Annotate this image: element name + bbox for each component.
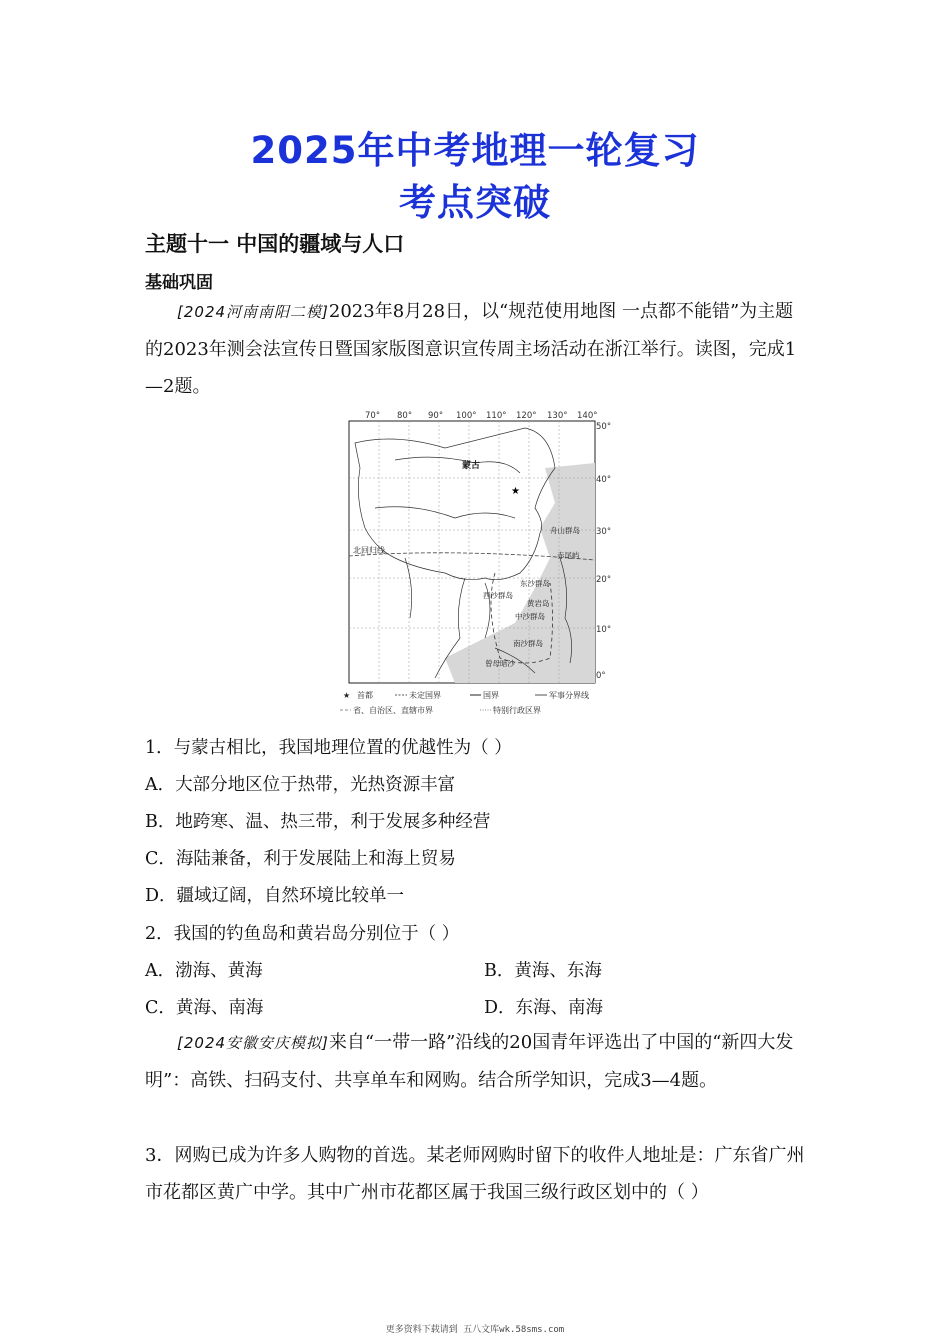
label-zhongsha: 中沙群岛 xyxy=(515,612,545,621)
lat-label: 10° xyxy=(596,625,612,635)
lat-label: 40° xyxy=(596,475,612,485)
q1-option-a: A．大部分地区位于热带，光热资源丰富 xyxy=(145,775,456,795)
lon-label: 70° xyxy=(365,411,381,421)
document-subtitle: 考点突破 xyxy=(399,181,551,224)
q2-option-a: A．渤海、黄海 xyxy=(145,961,263,981)
legend-province: 省、自治区、直辖市界 xyxy=(353,706,433,715)
q2-option-d: D．东海、南海 xyxy=(484,998,604,1018)
lon-label: 130° xyxy=(547,411,568,421)
lat-label: 20° xyxy=(596,575,612,585)
lon-label: 100° xyxy=(456,411,477,421)
legend-capital: 首都 xyxy=(357,691,373,700)
lat-label: 30° xyxy=(596,527,612,537)
china-region-map xyxy=(335,408,615,716)
label-nansha: 南沙群岛 xyxy=(513,639,543,648)
q2-option-c: C．黄海、南海 xyxy=(145,998,264,1018)
label-mongolia: 蒙古 xyxy=(462,461,481,471)
q1-stem: 1．与蒙古相比，我国地理位置的优越性为（ ） xyxy=(145,738,512,758)
passage-2 xyxy=(145,1024,810,1099)
lon-label: 140° xyxy=(577,411,598,421)
q2-option-b: B．黄海、东海 xyxy=(484,961,602,981)
passage-2-text: 来自“一带一路”沿线的20国青年评选出了中国的“新四大发明”：高铁、扫码支付、共享单车和网购。结合所学知识，完成3—4题。 xyxy=(145,1032,794,1091)
legend-military: 军事分界线 xyxy=(549,691,589,700)
passage-1-text: 2023年8月28日，以“规范使用地图 一点都不能错”为主题的2023年测会法宣传日暨国家版图意识宣传周主场活动在浙江举行。读图，完成1—2题。 xyxy=(145,301,797,397)
label-zengmu: 曾母暗沙 xyxy=(485,659,515,668)
q3-stem: 3．网购已成为许多人购物的首选。某老师网购时留下的收件人地址是：广东省广州市花都区黄广中学。其中广州市花都区属于我国三级行政区划中的（ ） xyxy=(145,1145,805,1203)
section-heading: 基础巩固 xyxy=(145,273,213,293)
capital-star-icon: ★ xyxy=(511,486,520,497)
footer-note: 更多资料下载请到 五八文库wk.58sms.com xyxy=(385,1325,565,1335)
q1-option-c: C．海陆兼备，利于发展陆上和海上贸易 xyxy=(145,849,456,869)
label-huangyan: 黄岩岛 xyxy=(527,599,550,608)
lon-label: 90° xyxy=(428,411,444,421)
label-diaoyu: 赤尾屿 xyxy=(557,551,580,560)
label-xisha: 西沙群岛 xyxy=(483,591,513,600)
legend-undefined-border: 未定国界 xyxy=(409,691,441,700)
label-dongsha: 东沙群岛 xyxy=(520,579,550,588)
passage-1 xyxy=(145,293,810,405)
lon-label: 110° xyxy=(486,411,507,421)
document-title: 2025年中考地理一轮复习 xyxy=(250,129,700,172)
lat-label: 0° xyxy=(596,671,606,681)
q2-stem: 2．我国的钓鱼岛和黄岩岛分别位于（ ） xyxy=(145,924,460,944)
topic-heading: 主题十一 中国的疆域与人口 xyxy=(145,232,405,256)
label-zhoushan: 舟山群岛 xyxy=(550,526,580,535)
lat-label: 50° xyxy=(596,422,612,432)
legend-border: 国界 xyxy=(483,691,499,700)
legend-capital-icon: ★ xyxy=(343,691,351,700)
q1-option-d: D．疆域辽阔，自然环境比较单一 xyxy=(145,886,405,906)
q1-option-b: B．地跨寒、温、热三带，利于发展多种经营 xyxy=(145,812,491,832)
passage-2-source: [2024安徽安庆模拟] xyxy=(177,1034,329,1052)
label-tropic: 北回归线 xyxy=(353,546,385,555)
lon-label: 80° xyxy=(397,411,413,421)
passage-1-source: [2024河南南阳二模] xyxy=(177,303,329,321)
lon-label: 120° xyxy=(516,411,537,421)
legend-sar: 特别行政区界 xyxy=(493,706,541,715)
